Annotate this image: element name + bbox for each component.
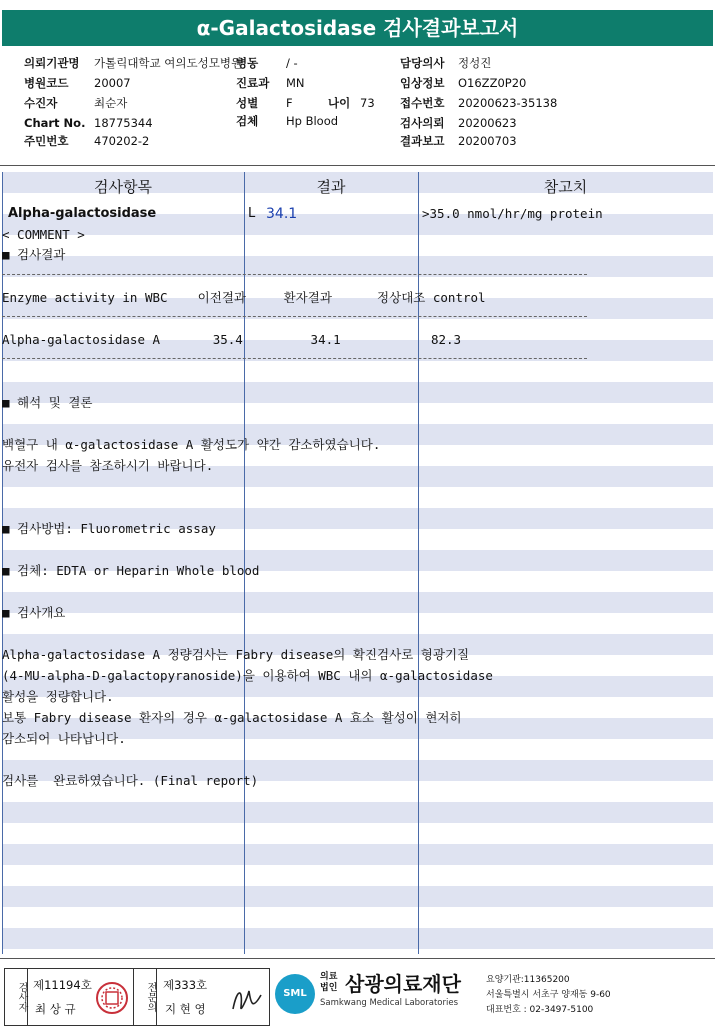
stamp1-license: 제11194호 <box>33 978 92 992</box>
header-field-dept: 진료과 MN <box>236 76 305 90</box>
result-flag: L <box>248 206 256 221</box>
stamp2-license: 제333호 <box>163 978 208 992</box>
header-field-institution: 의뢰기관명 가톨릭대학교 여의도성모병원 <box>24 56 243 70</box>
column-header-result: 결과 <box>316 178 346 196</box>
org-code: 요양기관:11365200 <box>486 975 570 985</box>
comment-label: < COMMENT > <box>2 227 85 242</box>
section-test-result: ■ 검사결과 <box>2 247 66 262</box>
grid-stripe <box>2 802 713 823</box>
section-interpretation: ■ 해석 및 결론 <box>2 395 93 410</box>
logo-text: SML <box>283 988 307 999</box>
overview-line: 활성을 정량합니다. <box>2 689 114 704</box>
seal-icon <box>95 981 129 1015</box>
org-address: 서울특별시 서초구 양재동 9-60 <box>486 990 611 1000</box>
grid-stripe <box>2 928 713 949</box>
report-title: α-Galactosidase 검사결과보고서 <box>2 10 713 46</box>
table-header-line: Enzyme activity in WBC 이전결과 환자결과 정상대조 control <box>2 290 486 305</box>
header-field-patient: 수진자 최순자 <box>24 96 128 110</box>
header-divider <box>0 165 715 166</box>
signature-box <box>4 968 270 1026</box>
stamp2-label: 전문의 <box>133 969 157 1025</box>
column-header-reference: 참고치 <box>543 178 588 196</box>
footer-divider <box>0 958 715 959</box>
header-field-specimen: 검체 Hp Blood <box>236 114 339 128</box>
header-field-chart-no: Chart No. 18775344 <box>24 116 153 130</box>
grid-stripe <box>2 886 713 907</box>
dashed-divider <box>2 316 587 317</box>
org-prefix: 의료법인 <box>320 972 338 993</box>
result-value: 34.1 <box>266 206 298 222</box>
column-header-item: 검사항목 <box>94 178 152 196</box>
result-item: Alpha-galactosidase <box>8 206 157 221</box>
header-field-report-date: 결과보고 20200703 <box>400 134 517 148</box>
org-name: 삼광의료재단 <box>345 972 461 996</box>
grid-stripe <box>2 844 713 865</box>
signature-icon <box>227 979 265 1017</box>
section-specimen: ■ 검체: EDTA or Heparin Whole blood <box>2 563 260 578</box>
section-method: ■ 검사방법: Fluorometric assay <box>2 521 216 536</box>
overview-line: Alpha-galactosidase A 정량검사는 Fabry disease의 확진검사로 형광기질 <box>2 647 470 662</box>
header-field-resident-no: 주민번호 470202-2 <box>24 134 150 148</box>
stamp1-name: 최 상 규 <box>35 1002 76 1016</box>
table-value-line: Alpha-galactosidase A 35.4 34.1 82.3 <box>2 332 462 347</box>
interpretation-line: 백혈구 내 α-galactosidase A 활성도가 약간 감소하였습니다. <box>2 437 381 452</box>
stamp2-name: 지 현 영 <box>165 1002 206 1016</box>
header-field-clinical-info: 임상정보 O16ZZ0P20 <box>400 76 527 90</box>
header-field-ward: 병동 / - <box>236 56 298 70</box>
interpretation-line: 유전자 검사를 참조하시기 바랍니다. <box>2 458 214 473</box>
dashed-divider <box>2 358 587 359</box>
stamp1-label: 검사자 <box>5 969 28 1025</box>
org-english-name: Samkwang Medical Laboratories <box>320 998 459 1008</box>
header-field-hospital-code: 병원코드 20007 <box>24 76 131 90</box>
footer <box>0 962 715 1033</box>
header-field-age: 나이 73 <box>328 96 375 110</box>
grid-stripe <box>2 592 713 613</box>
dashed-divider <box>2 274 587 275</box>
header-field-sex: 성별 F <box>236 96 293 110</box>
final-report-note: 검사를 완료하였습니다. (Final report) <box>2 773 259 788</box>
section-overview: ■ 검사개요 <box>2 605 66 620</box>
overview-line: 감소되어 나타납니다. <box>2 731 126 746</box>
header-field-request-date: 검사의뢰 20200623 <box>400 116 517 130</box>
overview-line: (4-MU-alpha-D-galactopyranoside)을 이용하여 WBC 내의 α-galactosidase <box>2 668 493 683</box>
header-field-receipt-no: 접수번호 20200623-35138 <box>400 96 558 110</box>
org-phone: 대표번호 : 02-3497-5100 <box>486 1005 594 1015</box>
grid-stripe <box>2 382 713 403</box>
header-field-doctor: 담당의사 정성진 <box>400 56 492 70</box>
result-reference: >35.0 nmol/hr/mg protein <box>422 206 603 221</box>
overview-line: 보통 Fabry disease 환자의 경우 α-galactosidase A 효소 활성이 현저히 <box>2 710 462 725</box>
